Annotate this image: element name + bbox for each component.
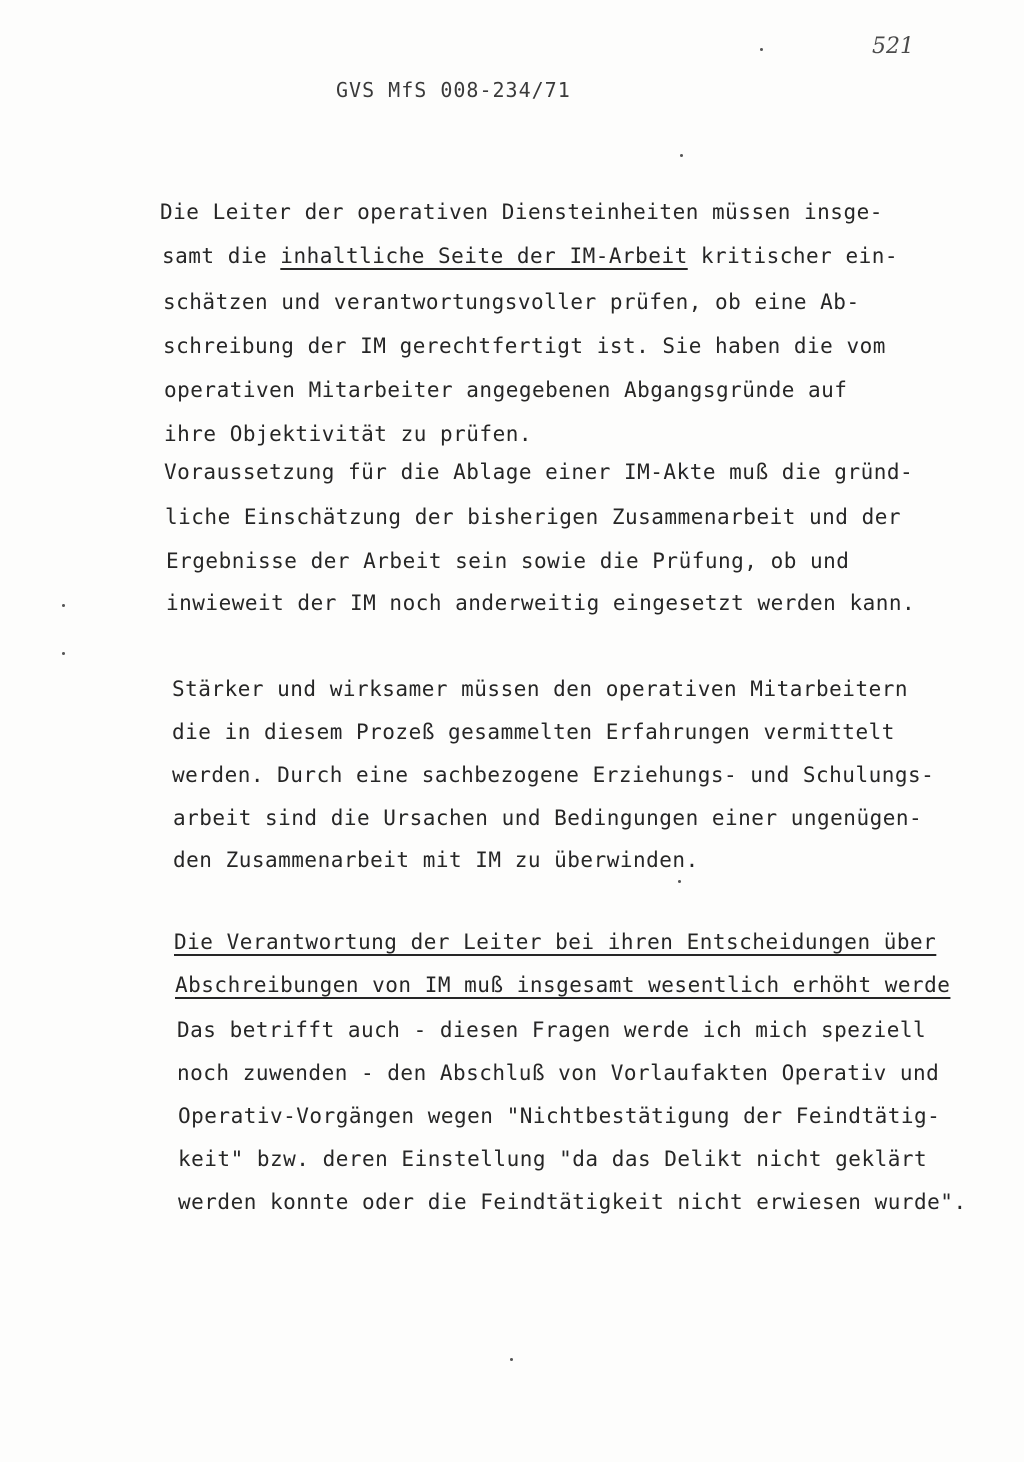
paragraph1-line1: Die Leiter der operativen Diensteinheiten müssen insge- (160, 200, 883, 224)
paragraph1-line9: Ergebnisse der Arbeit sein sowie die Prüfung, ob und (166, 549, 850, 573)
page-number: 521 (872, 34, 914, 59)
paragraph2-line2: die in diesem Prozeß gesammelten Erfahrungen vermittelt (172, 720, 895, 744)
paragraph3-line1: Das betrifft auch - diesen Fragen werde ich mich speziell (177, 1018, 927, 1042)
scan-speck (760, 48, 763, 51)
document-header: GVS MfS 008-234/71 (336, 78, 571, 102)
paragraph1-line2-suffix: kritischer ein- (687, 244, 899, 268)
paragraph1-line7: Voraussetzung für die Ablage einer IM-Akte muß die gründ- (164, 460, 914, 484)
paragraph3-line5: werden konnte oder die Feindtätigkeit nicht erwiesen wurde". (178, 1190, 967, 1214)
paragraph1-line2 (162, 244, 898, 268)
paragraph1-line5: operativen Mitarbeiter angegebenen Abgangsgründe auf (164, 378, 848, 402)
underlined-phrase: inhaltliche Seite der IM-Arbeit (280, 244, 688, 268)
scan-speck (62, 652, 65, 655)
paragraph2-line5: den Zusammenarbeit mit IM zu überwinden. (173, 848, 699, 872)
paragraph1-line4: schreibung der IM gerechtfertigt ist. Sie haben die vom (163, 334, 886, 358)
paragraph2-line3: werden. Durch eine sachbezogene Erziehungs- und Schulungs- (172, 763, 935, 787)
paragraph3-line2: noch zuwenden - den Abschluß von Vorlaufakten Operativ und (177, 1061, 940, 1085)
scan-speck (62, 604, 65, 607)
paragraph1-line2-prefix: samt die (162, 244, 281, 268)
paragraph1-line8: liche Einschätzung der bisherigen Zusammenarbeit und der (165, 505, 902, 529)
underlined-heading-line1: Die Verantwortung der Leiter bei ihren Entscheidungen über (174, 930, 937, 954)
paragraph1-line6: ihre Objektivität zu prüfen. (164, 422, 533, 446)
paragraph2-line1: Stärker und wirksamer müssen den operativen Mitarbeitern (172, 677, 909, 701)
scan-speck (678, 880, 681, 883)
paragraph2-line4: arbeit sind die Ursachen und Bedingungen einer ungenügen- (173, 806, 923, 830)
paragraph1-line3: schätzen und verantwortungsvoller prüfen, ob eine Ab- (163, 290, 860, 314)
underlined-heading-line2: Abschreibungen von IM muß insgesamt wesentlich erhöht werde (175, 973, 951, 997)
paragraph1-line10: inwieweit der IM noch anderweitig eingesetzt werden kann. (166, 591, 916, 615)
scan-speck (510, 1358, 513, 1361)
paragraph3-line3: Operativ-Vorgängen wegen "Nichtbestätigung der Feindtätig- (178, 1104, 941, 1128)
scan-speck (680, 154, 683, 157)
paragraph3-line4: keit" bzw. deren Einstellung "da das Delikt nicht geklärt (178, 1147, 928, 1171)
